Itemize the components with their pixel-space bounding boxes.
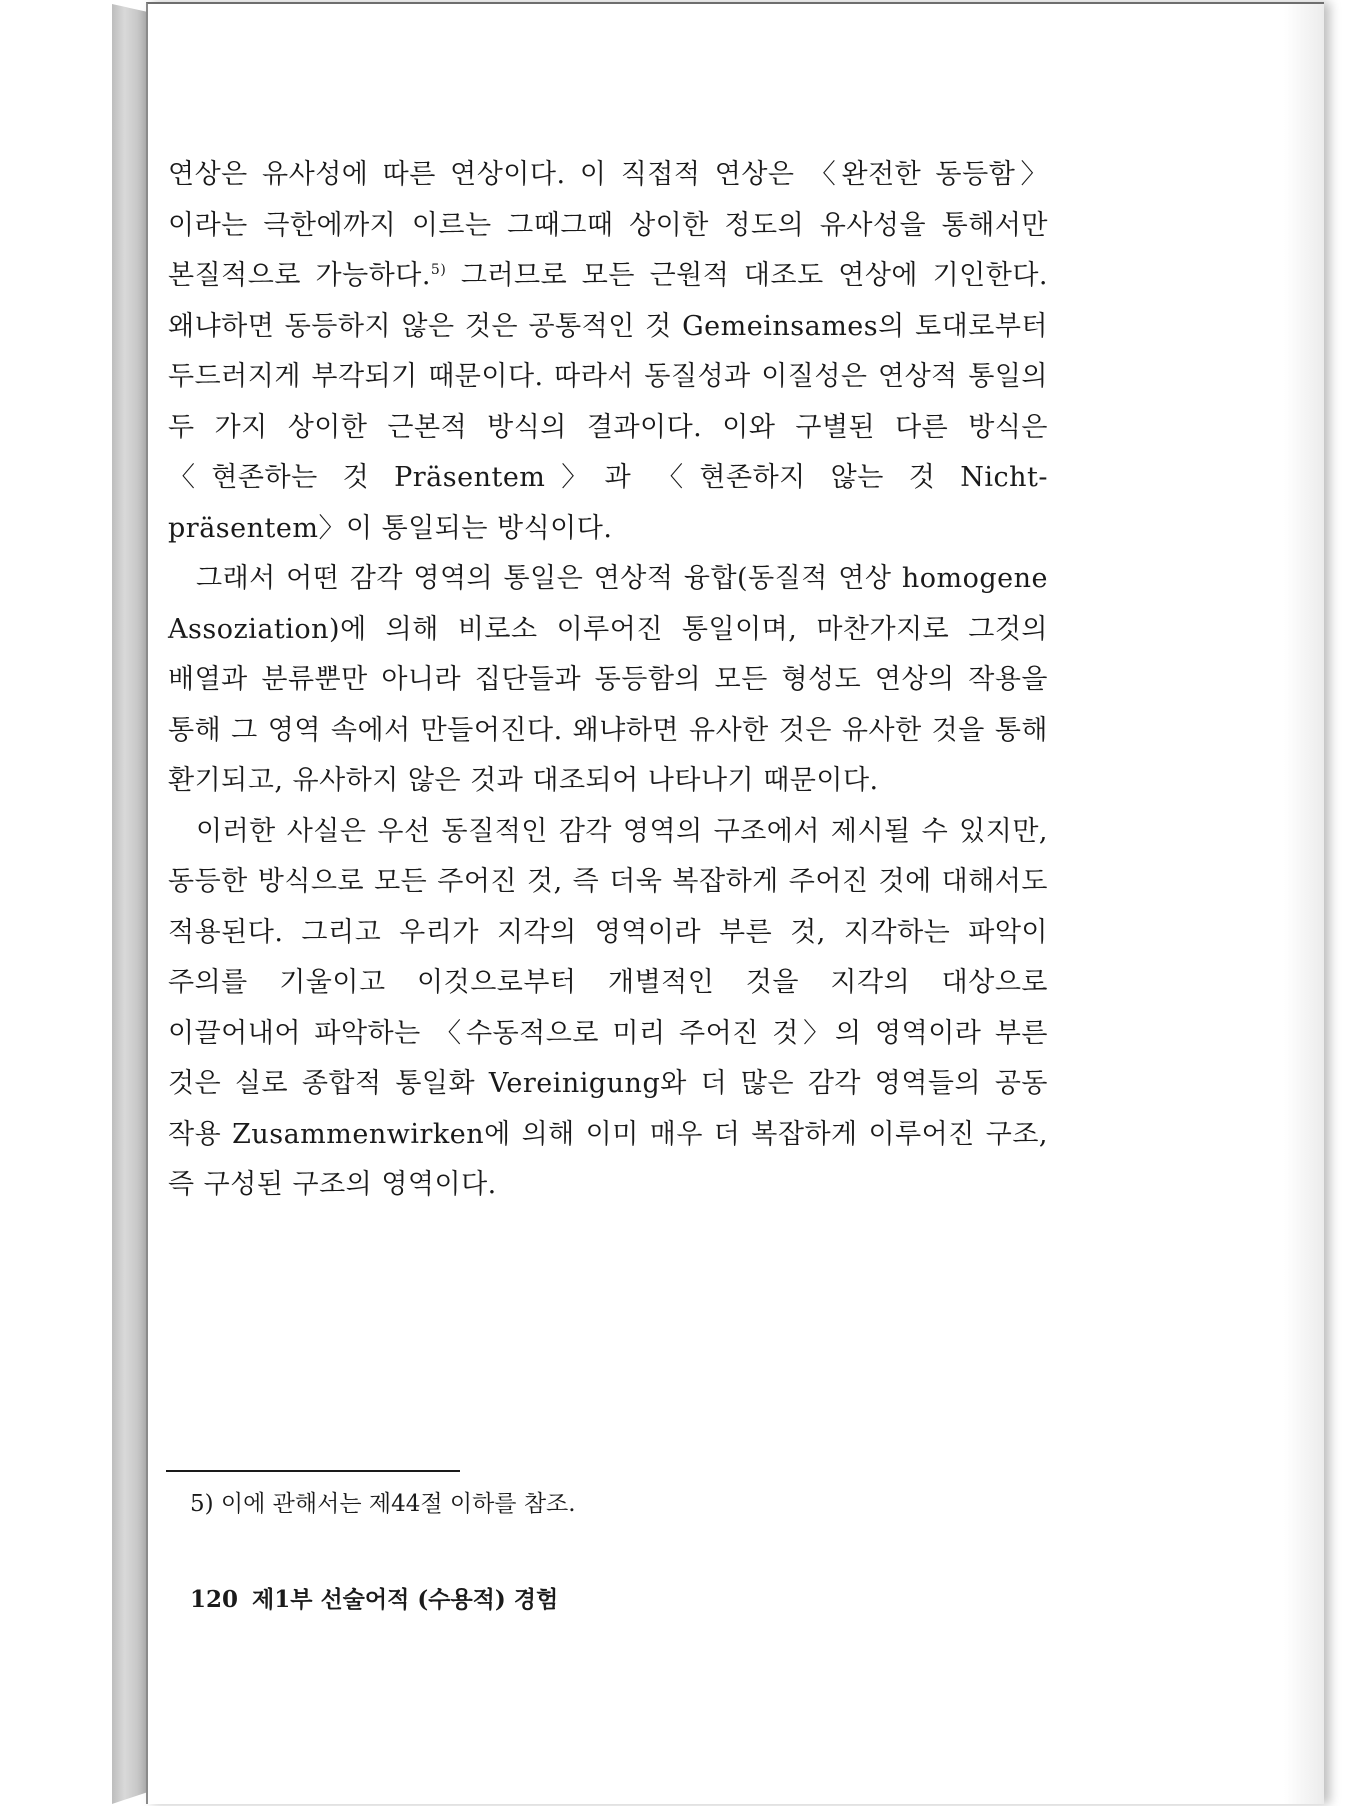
- page-number: 120: [190, 1586, 239, 1613]
- paragraph-1-part-b: 그러므로 모든 근원적 대조도 연상에 기인한다. 왜냐하면 동등하지 않은 것은 공통적인 것 Gemeinsames의 토대로부터 두드러지게 부각되기 때문이다. 따라서 동질성과 이질성은 연상적 통일의 두 가지 상이한 근본적 방식의 결과이다. 이와 구별된 다른 방식은 〈현존하는 것 Präsentem〉과 〈현존하지 않는 것 Nicht-präsentem〉이 통일되는 방식이다.: [168, 260, 1048, 544]
- paragraph-1: [168, 150, 1048, 554]
- main-text: [168, 150, 1048, 1211]
- running-footer: [190, 1583, 558, 1617]
- book-spine-edge: [112, 4, 148, 1804]
- paragraph-3: 이러한 사실은 우선 동질적인 감각 영역의 구조에서 제시될 수 있지만, 동등한 방식으로 모든 주어진 것, 즉 더욱 복잡하게 주어진 것에 대해서도 적용된다. 그리고 우리가 지각의 영역이라 부른 것, 지각하는 파악이 주의를 기울이고 이것으로부터 개별적인 것을 지각의 대상으로 이끌어내어 파악하는 〈수동적으로 미리 주어진 것〉의 영역이라 부른 것은 실로 종합적 통일화 Vereinigung와 더 많은 감각 영역들의 공동 작용 Zusammenwirken에 의해 이미 매우 더 복잡하게 이루어진 구조, 즉 구성된 구조의 영역이다.: [168, 815, 1048, 1200]
- paragraph-2: 그래서 어떤 감각 영역의 통일은 연상적 융합(동질적 연상 homogene Assoziation)에 의해 비로소 이루어진 통일이며, 마찬가지로 그것의 배열과 분류뿐만 아니라 집단들과 동등함의 모든 형성도 연상의 작용을 통해 그 영역 속에서 만들어진다. 왜냐하면 유사한 것은 유사한 것을 통해 환기되고, 유사하지 않은 것과 대조되어 나타나기 때문이다.: [168, 563, 1048, 796]
- paragraph-1-part-a: 연상은 유사성에 따른 연상이다. 이 직접적 연상은 〈완전한 동등함〉이라는 극한에까지 이르는 그때그때 상이한 정도의 유사성을 통해서만 본질적으로 가능하다.: [168, 159, 1048, 291]
- page-edge-shadow: [1284, 4, 1324, 1804]
- footnote: 5) 이에 관해서는 제44절 이하를 참조.: [190, 1491, 576, 1517]
- footnote-divider: [166, 1470, 460, 1472]
- footnote-marker: 5): [430, 262, 447, 278]
- section-title: 제1부 선술어적 (수용적) 경험: [252, 1586, 559, 1613]
